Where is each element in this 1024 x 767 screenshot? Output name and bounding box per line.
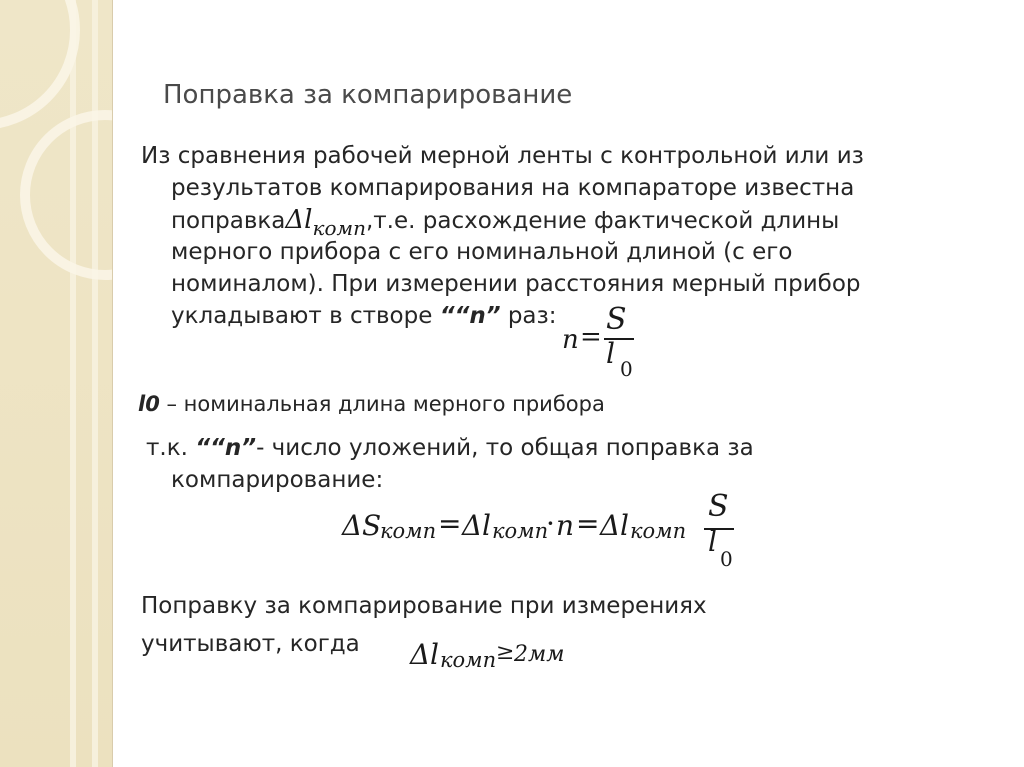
formula-subscript: 0 (620, 357, 633, 381)
text-fragment: ,т.е. расхождение фактической длины (365, 208, 840, 234)
quoted-n: ““n” (195, 435, 257, 461)
slide-title: Поправка за компарирование (163, 80, 573, 110)
formula-subscript: комп (630, 519, 687, 543)
decorative-ring (20, 110, 113, 280)
formula-equals: = (576, 507, 600, 540)
formula-equals: = (438, 507, 462, 540)
formula-value: 2мм (514, 642, 565, 667)
text-fragment: - число уложений, то общая поправка за (256, 435, 754, 461)
formula-numerator: S (606, 302, 627, 337)
delta-symbol: Δ (462, 509, 483, 542)
text-fragment: т.к. (146, 435, 196, 461)
formula-denominator: l (606, 337, 615, 370)
formula-subscript: комп (492, 519, 549, 543)
definition-line (138, 388, 605, 420)
decorative-sidebar (0, 0, 113, 767)
decorative-ring (0, 0, 80, 130)
paragraph-line: учитывают, когда (141, 631, 360, 657)
formula-equals: = (580, 322, 602, 352)
delta-symbol: Δ (410, 638, 431, 671)
text-fragment: укладывают в створе (171, 303, 440, 329)
formula-subscript: 0 (720, 547, 733, 571)
formula-subscript: комп (312, 216, 366, 240)
formula-n-equals-s-over-l0 (562, 302, 642, 385)
paragraph-line: номиналом). При измерении расстояния мерный прибор (171, 271, 861, 297)
delta-symbol: Δ (285, 205, 305, 235)
formula-subscript: комп (440, 648, 497, 672)
delta-symbol: Δ (600, 509, 621, 542)
formula-delta-l-komp (285, 205, 366, 240)
formula-subscript: комп (380, 519, 437, 543)
quoted-n: ““n” (439, 303, 501, 329)
formula-var: l (620, 509, 629, 542)
paragraph-line: Из сравнения рабочей мерной ленты с контрольной или из (141, 143, 864, 169)
definition-text: – номинальная длина мерного прибора (159, 392, 605, 416)
formula-denominator: l (708, 525, 717, 558)
paragraph-line: Поправку за компарирование при измерениях (141, 593, 707, 619)
text-fragment: раз: (500, 303, 557, 329)
formula-dot: · (546, 507, 555, 540)
formula-numerator: S (708, 489, 729, 524)
paragraph-line: результатов компарирования на компараторе известна (171, 175, 855, 201)
formula-var: S (362, 509, 382, 542)
l0-symbol: l0 (138, 392, 160, 416)
text-fragment: поправка (171, 208, 286, 234)
formula-var: l (430, 638, 439, 671)
paragraph-line (146, 432, 754, 464)
formula-var: n (556, 509, 575, 542)
formula-var: n (562, 325, 579, 355)
paragraph-line: мерного прибора с его номинальной длиной (с его (171, 239, 793, 265)
delta-symbol: Δ (342, 509, 363, 542)
formula-condition (410, 638, 610, 688)
formula-geq: ≥ (496, 640, 515, 665)
paragraph-line: компарирование: (171, 467, 384, 493)
formula-var: l (482, 509, 491, 542)
paragraph-line (171, 204, 840, 240)
paragraph-line (171, 300, 557, 332)
formula-var: l (304, 205, 313, 235)
formula-total-correction (342, 489, 742, 575)
